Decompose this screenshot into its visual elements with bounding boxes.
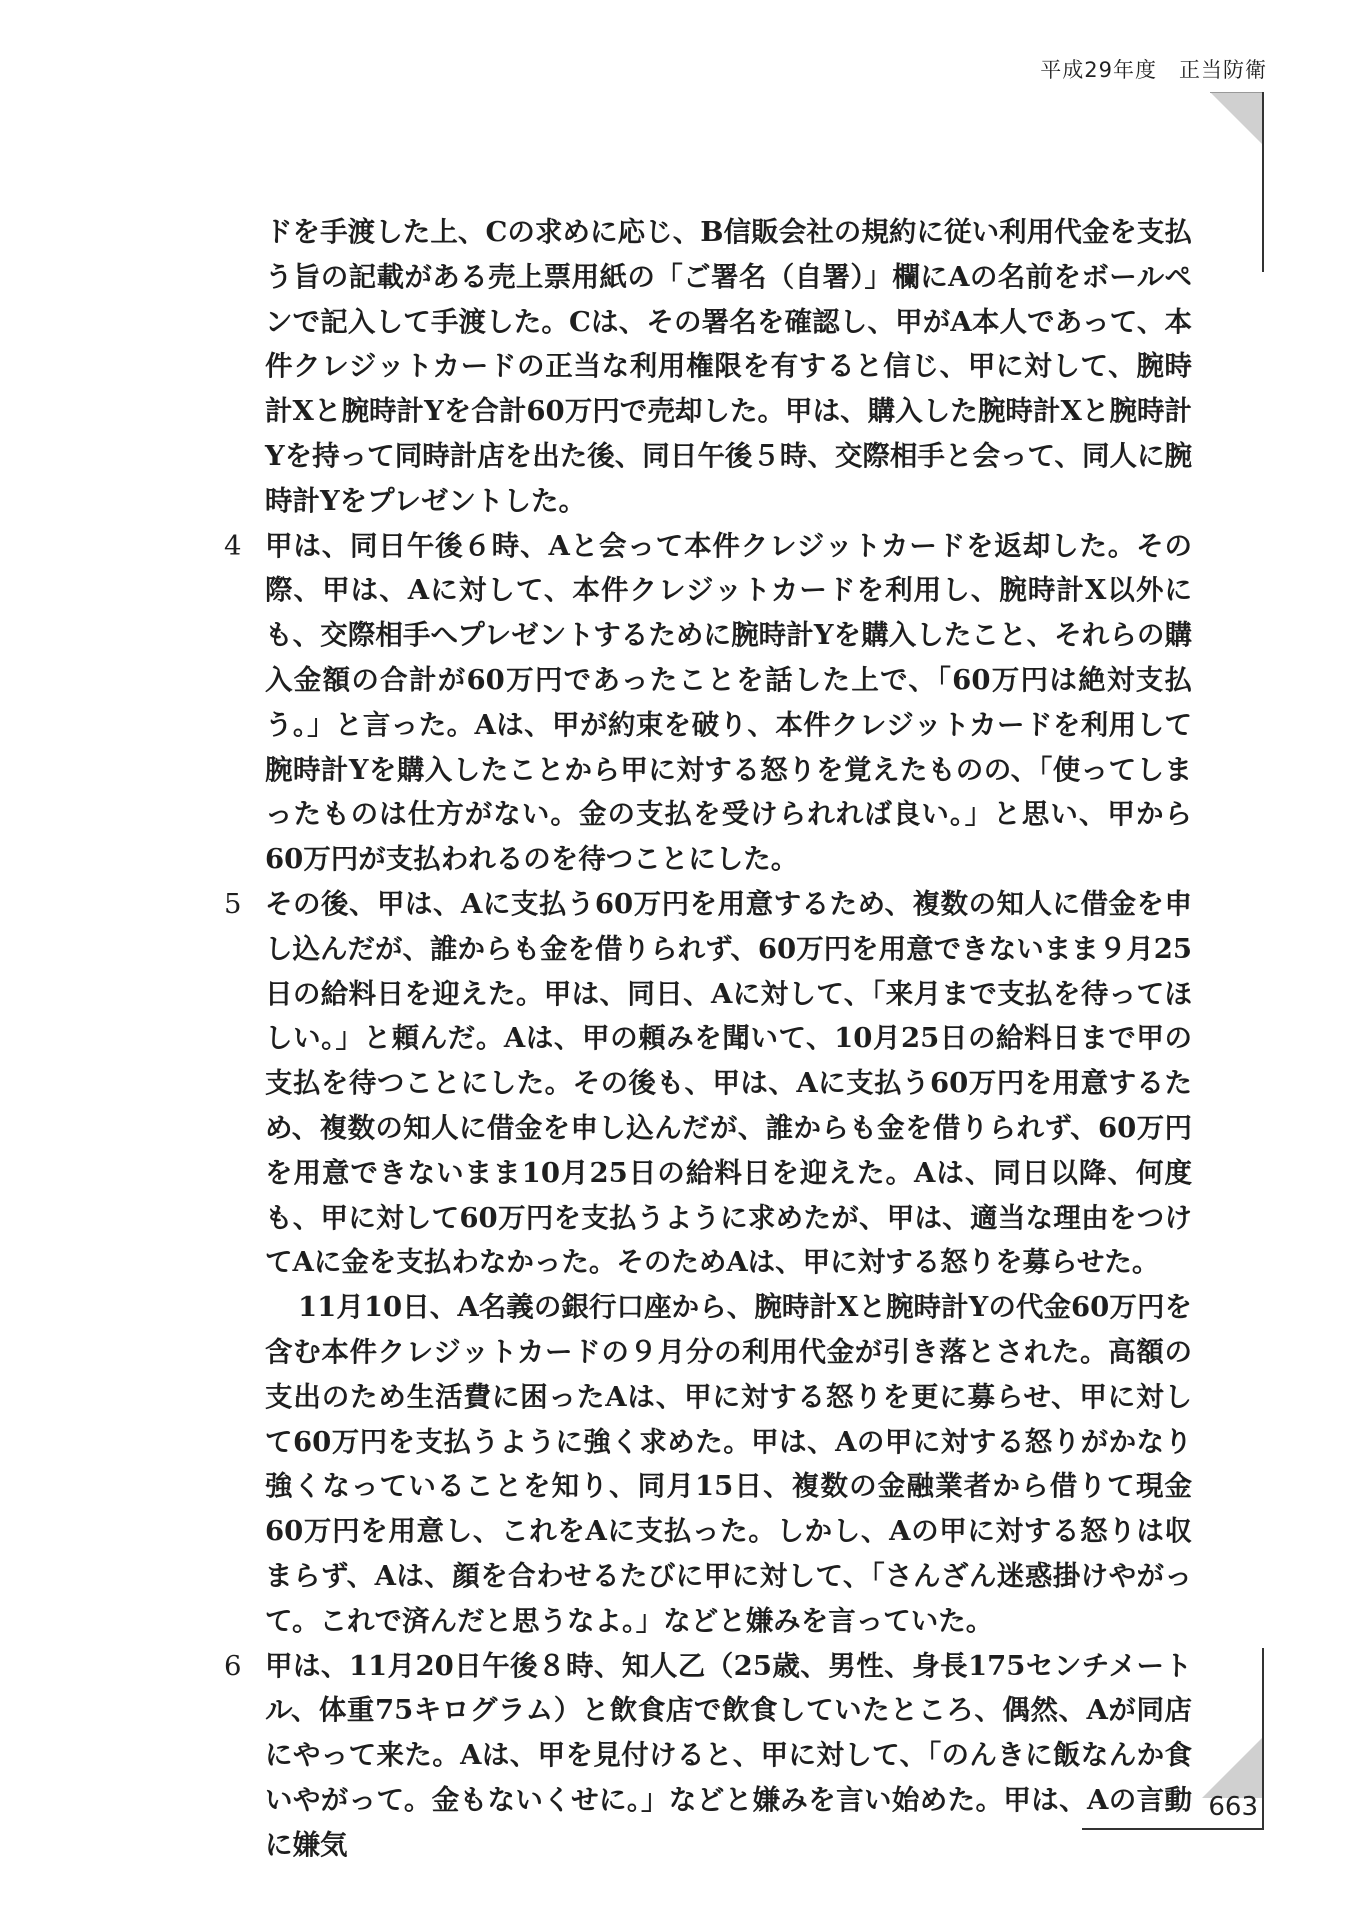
paragraph-text: 11月10日、A名義の銀行口座から、腕時計Xと腕時計Yの代金60万円を含む本件クレジットカードの９月分の利用代金が引き落とされた。高額の支出のため生活費に困ったAは、甲に対する怒りを更に募らせ、甲に対して60万円を支払うように強く求めた。甲は、Aの甲に対する怒りがかなり強くなっていることを知り、同月15日、複数の金融業者から借りて現金60万円を用意し、これをAに支払った。しかし、Aの甲に対する怒りは収まらず、Aは、顔を合わせるたびに甲に対して、「さんざん迷惑掛けやがって。これで済んだと思うなよ。」などと嫌みを言っていた。 [265,1291,1192,1637]
paragraph-number: 5 [224,887,242,920]
footer-rule [1082,1828,1264,1830]
paragraph-text: 甲は、同日午後６時、Aと会って本件クレジットカードを返却した。その際、甲は、Aに対して、本件クレジットカードを利用し、腕時計X以外にも、交際相手へプレゼントするために腕時計Yを購入したこと、それらの購入金額の合計が60万円であったことを話した上で、「60万円は絶対支払う。」と言った。Aは、甲が約束を破り、本件クレジットカードを利用して腕時計Yを購入したことから甲に対する怒りを覚えたものの、「使ってしまったものは仕方がない。金の支払を受けられれば良い。」と思い、甲から60万円が支払われるのを待つことにした。 [265,529,1192,876]
paragraph-text: ドを手渡した上、Cの求めに応じ、B信販会社の規約に従い利用代金を支払う旨の記載がある売上票用紙の「ご署名（自署）」欄にAの名前をボールペンで記入して手渡した。Cは、その署名を確認し、甲がA本人であって、本件クレジットカードの正当な利用権限を有すると信じ、甲に対して、腕時計Xと腕時計Yを合計60万円で売却した。甲は、購入した腕時計Xと腕時計Yを持って同時計店を出た後、同日午後５時、交際相手と会って、同人に腕時計Yをプレゼントした。 [265,216,1192,517]
page-corner-marker-bottom [1202,1738,1262,1798]
numbered-paragraph-5 [224,882,1192,1285]
paragraph-number: 6 [224,1649,242,1682]
corner-rule-top [1210,92,1264,93]
page-number: 663 [1208,1792,1258,1822]
paragraph-indented [232,1285,1192,1643]
margin-rule-bottom [1262,1648,1264,1830]
paragraph-continued [232,210,1192,524]
numbered-paragraph-6 [224,1644,1192,1868]
running-header: 平成29年度 正当防衛 [1040,58,1267,82]
margin-rule-top [1262,92,1264,272]
page-corner-marker-top [1210,92,1264,146]
numbered-paragraph-4 [224,524,1192,882]
paragraph-text: その後、甲は、Aに支払う60万円を用意するため、複数の知人に借金を申し込んだが、誰からも金を借りられず、60万円を用意できないまま９月25日の給料日を迎えた。甲は、同日、Aに対して、「来月まで支払を待ってほしい。」と頼んだ。Aは、甲の頼みを聞いて、10月25日の給料日まで甲の支払を待つことにした。その後も、甲は、Aに支払う60万円を用意するため、複数の知人に借金を申し込んだが、誰からも金を借りられず、60万円を用意できないまま10月25日の給料日を迎えた。Aは、同日以降、何度も、甲に対して60万円を支払うように求めたが、甲は、適当な理由をつけてAに金を支払わなかった。そのためAは、甲に対する怒りを募らせた。 [265,887,1192,1279]
paragraph-number: 4 [224,529,242,562]
body-text [224,210,1192,1867]
paragraph-text: 甲は、11月20日午後８時、知人乙（25歳、男性、身長175センチメートル、体重75キログラム）と飲食店で飲食していたところ、偶然、Aが同店にやって来た。Aは、甲を見付けると、甲に対して、「のんきに飯なんか食いやがって。金もないくせに。」などと嫌みを言い始めた。甲は、Aの言動に嫌気 [265,1649,1192,1861]
